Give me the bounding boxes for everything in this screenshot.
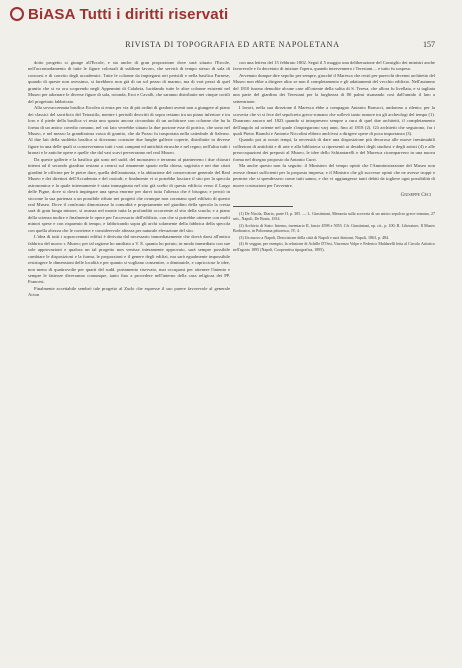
footnote-divider xyxy=(233,206,293,207)
paragraph: Finalmente accettabile sembrò tale progetto al Zurlo che espresse il suo parere favorevole al generale Acton xyxy=(28,285,230,298)
right-column xyxy=(233,60,435,650)
paragraph: Quando poi ai nostri tempi, la necessità di dare una disposizione più decorosa alle nuove inestimabili collezioni di antichità e di arte e alla biblioteca si ripresentò ai desideri degli studiosi e degli artisti (4) e alle preoccupazioni dei preposti al Museo, le idee dello Schiantarelli e del Maresca ricomparvero in una nuova forma nel disegno proposto da Antonio Curri. xyxy=(233,137,435,162)
paragraph: con una lettera del 15 febbraio 1802. Seguì il 5 maggio una deliberazione del Consiglio dei ministri anche favorevole e fu decretato di iniziare l'opera, quando intervennero i Teresiani.... e tutto fu sospeso. xyxy=(233,60,435,72)
page-number: 157 xyxy=(423,40,435,49)
footnotes xyxy=(233,211,435,253)
footnote: (1) De Nicola, Diario, parte II, p. 305. — L. Giustiniani, Memoria sulla scoverta di un antico sepolcro greco-romano, 27 sett., Napoli, De Bonis, 1814. xyxy=(233,210,435,222)
footnote: (2) Archivio di Stato: Interno, inventario II, fascio 4598 e 5053. Cfr. Giustiniani, op. cit., p. 100; R. Liberatore, Il Museo Borbonico, in Poliorama pittoresco, IV, 4. xyxy=(233,222,435,234)
paragraph: Alla sovraccennata basilica Ercolea si entra per via di più ordini di gradoni aventi non a giungere al piano dei classici del sacrificio del Tetrastilo, mentre i peristili descritti di sopra restano tra un piano inferiore e tra loro e il piede della basilica vi resta uno spazio ancora circondato di un architrave con colonne che ha la forma di un antico cavedio romano, nel cui lato verrebbe situato la due portone esse di portico, che sono nel Museo, e nel mezzo la grandissima vasca di granito, che da Pozzo fu trasportata nella cattedrale di Salerno. Al due lati della suddetta basilica si dovranno costruire due lunghe gallerie coperte, distribuite in diverse figure in una delle quali si conserveranno tutti i vasi campani ed antichità etrusche e nel regno; nell'altra tutti i bronzi e le antiche opere e quelle che dal vari scavi perverranno nel real Museo. xyxy=(28,105,230,156)
paragraph: Avvenuto dunque dire sepolto per sempre, giacchè il Maresca che restò per parecchi decenni architetto del Museo non ebbe a dirigere altro se non il completamento e gli adattamenti del vecchio edifizio. Nell'autunno del 1810 furono demolite alcune case all'oriente della salita di S. Teresa, che allora fu livellata, e si tagliata una parte del giardino dei Teresiani per la larghezza di 80 palmi risanando così dall'umido il lato a settentrione. xyxy=(233,72,435,104)
watermark-banner xyxy=(0,0,462,28)
paragraph: Da queste gallerie e la basilica già sono nel sudd. del monastero e terranno al pianterreno i due chiostri interni ad il secondo giardino restano a crearsi sul rimanente spazio nella chiesa, sagristia e nei due citati giardini le officine per le pietre dure, quella dell'anatomia, e la abitazione del conservatore generale del Real Museo e dei direttori dell'Accademia e del custodi; e finalmente vi si potrebbe lasciare il sito per la specola astronomica e la quale internamente è stata immaginata nel sito già scelto di questo edificio verso il Largo delle Pigne, dove si dovrà impiegare una spesa enorme per darvi tutta l'altezza che è bisogna; e perciò in siccome la sua partenza a un possibile rifiuto nei progetti che ovunque non coronano quel edifizio di questo real Museo. Dove il confronto dimostrasse la comodità e propriamente nel giardino della specola la cresta sarà di gran lunga minore, si avanza nel monte tutta la profondità occorrente al sito della scuola; e a piano della scienza inoltre e finalmente le opere per l'accessorio dell'edifizio, con che si potrebbe ottenere con molti minori spese e con risparmio di tempo, e fabbricando sopra gli archi solamente della fabbrica della specola con quella altezza che le conviene e considerevole altezza per naturale elevazione del sito. xyxy=(28,156,230,233)
author-signature: Giuseppe Ceci xyxy=(400,193,431,199)
paragraph: Ma anche questo non fu seguito: il Ministero del tempo opinò che l'Amministrazione del Museo non avesse denari sufficienti per la proposta impresa; e il Ministro che gli successe opinò che ne avesse troppi e permise che si spendessero come tutti sanno, e che vi aggiungesse tanti debiti da togliere ogni possibilità di nuove costruzioni per l'avvenire. xyxy=(233,163,435,188)
paragraph: L'idea di tutti i sopraccennati edifizi è derivata dal necessario immediatamente che dovrà darsi all'antica fabbrica del nuovo r. Museo; per tal ragione ho umiliato a V. E. quanto ho potuto, in modo immediato con sue sole approvazioni e qualora un tal progetto non venisse interamente approvato, sarà sempre possibile cambiare le disposizioni e la forma, le proporzioni e il genere degli edifizi, ma sarà egualmente impossibile restringere le dimensioni delle località e per quanto si vogliano consentire, o diminuirle, e capricciose le idee, non meno di quattrovolte per quarti del sudd. portamento riservato, mai occuparsi per ottenere l'intento e sempre le fattezze diverranno comunque, tanto fino a procedere nell'interno della casa religiosa dei PP. Francesi. xyxy=(28,234,230,285)
copyright-logo-icon xyxy=(10,7,24,21)
running-title: RIVISTA DI TOPOGRAFIA ED ARTE NAPOLETANA xyxy=(125,40,340,49)
footnote: (4) Si veggan, per esempio, la relazione di Achille D'Orsi, Vincenzo Volpe e Federico Maldarelli letta al Circolo Artistico nell'agosto 1895 (Napoli, Cooperativa tipografica, 1895). xyxy=(233,241,435,253)
footnote: (3) Un nuovo a Napoli, Descrizione della città di Napoli e suoi dintorni, Napoli, 1863, p. 484. xyxy=(239,234,389,240)
paragraph: dotto progetto si giunge all'Ercole, e sia anche di gran proporzione dove sarà situato l'Ercole, nell'accomodamento di tutte le figure colossali di sublime lavoro, che servirà di tempo stesso di sala di concorsi e di convito degli accademici. Tutte le colonne da impiegarsi nei peristili e nella basilica Farnese, quando di queste non avessimo, si farebbero non già di un sol pezzo di marmo, ma di vari pezzi di quel granito che si va ora scoprendo negli Appennini di Calabria, lucidando tutte le altre colonne esistenti nel Museo per adornare le diverse figure di sala, rotonda, Eroi e Cavalli, che saranno distribuite nei cinque cortili del progettato fabbricato. xyxy=(28,60,230,104)
left-column xyxy=(28,60,230,650)
paragraph: I lavori, nella sua direzione il Maresca ebbe a compagno Antonio Bonucci, andarono a rilento; per la scoverta che vi si fece del sepolcreto greco-romano che sollevò tanto rumore tra gli archeologi del tempo (1). Durarono ancora nel 1823 quando si intrapresero sempre a cura di quel due architetti, il completamento dell'angolo ad oriente nel quale s'impiegarono varj anni, fino al 1818 (2). Gli architetti che seguirono, fra i quali Pietro Bianchi e Antonio Niccolini ebbero anch'essi a dirigere opere di poca importanza (3). xyxy=(233,105,435,136)
watermark-text: BiASA Tutti i diritti riservati xyxy=(28,5,229,23)
page-header xyxy=(30,40,435,54)
